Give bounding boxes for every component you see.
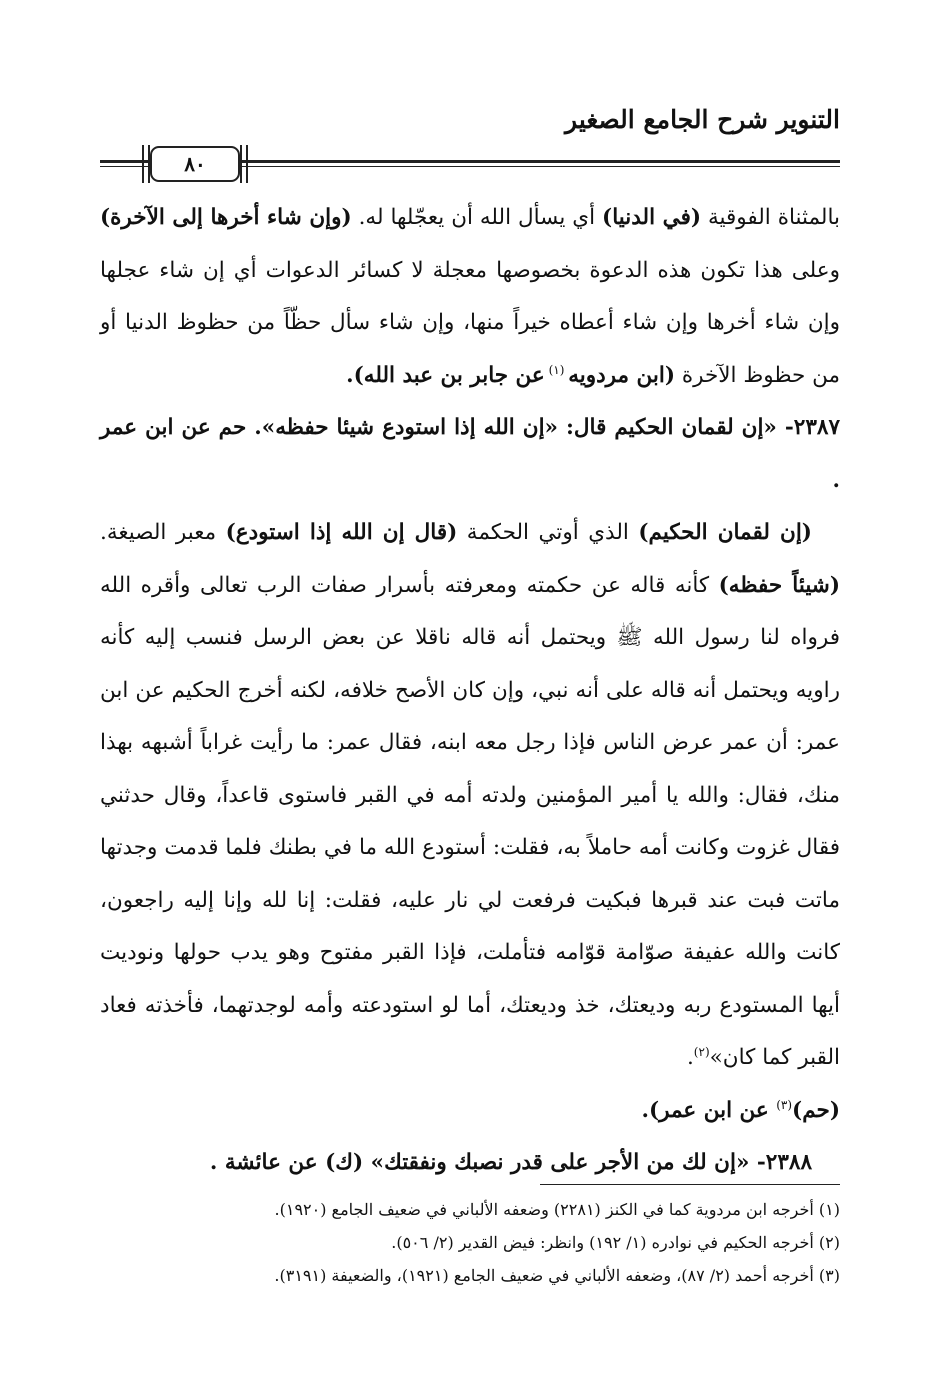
text-span: كأنه قاله عن حكمته ومعرفته بأسرار صفات الرب تعالى وأقره الله فرواه لنا رسول الله ﷺ ويحتمل أنه قاله ناقلا عن بعض الرسل فنسب إليه كأنه راويه ويحتمل أنه قاله على أنه نبي، وإن كان الأصح خلافه، لكنه أخرج الحكيم عن ابن عمر: أن عمر عرض الناس فإذا رجل معه ابنه، فقال عمر: ما رأيت غراباً أشبهه بهذا منك، فقال: والله يا أمير المؤمنين ولدته أمه في القبر فاستوى قاعداً، وقال حدثني فقال غزوت وكانت أمه حاملاً به، فقلت: أستودع الله ما في بطنك فلما قدمت وجدتها ماتت فبت عند قبرها فبكيت فرفعت لي نار عليه، فقلت: إنا لله وإنا إليه راجعون، كانت والله عفيفة صوّامة قوّامه فتأملت، فإذا القبر مفتوح وهو يدب حولها ونوديت أيها المستودع ربه وديعتك، خذ وديعتك، أما لو استودعته وأمه لوجدتهما، فأخذته فعاد القبر كما كان» [100, 572, 840, 1070]
footnote-ref[interactable]: (١) [544, 362, 569, 377]
page-number: ٨٠ [150, 146, 240, 182]
footnote-ref[interactable]: (٣) [776, 1097, 793, 1112]
main-text [100, 192, 840, 1190]
book-title: التنوير شرح الجامع الصغير [565, 105, 840, 134]
hadith-2387 [100, 402, 840, 507]
bold-span: (قال إن الله إذا استودع) [225, 520, 458, 545]
text-span: وعلى هذا تكون هذه الدعوة بخصوصها معجلة لا كسائر الدعوات أي إن شاء عجلها وإن شاء أخرها وإن شاء أعطاه خيراً منها، وإن شاء سأل حظّاً من حظوظ الدنيا أو من حظوظ الآخرة [100, 257, 840, 388]
hadith-text: ٢٣٨٧- «إن لقمان الحكيم قال: «إن الله إذا استودع شيئا حفظه». حم عن ابن عمر . [100, 415, 840, 493]
footnote-3: (٣) أخرجه أحمد (٢/ ٨٧)، وضعفه الألباني في ضعيف الجامع (١٩٢١)، والضعيفة (٣١٩١). [274, 1266, 840, 1285]
bold-span: (شيئاً حفظه) [718, 572, 840, 598]
bold-span: (وإن شاء أخرها إلى الآخرة) [100, 205, 352, 230]
bold-span: (حم) [792, 1097, 840, 1123]
footnote-rule [540, 1184, 840, 1185]
hadith-2388 [100, 1137, 840, 1190]
bold-span: (ابن مردويه [568, 362, 676, 388]
bold-span: عن جابر بن عبد الله). [346, 362, 545, 388]
footnotes [100, 1184, 840, 1292]
hadith-text: ٢٣٨٨- «إن لك من الأجر على قدر نصبك ونفقتك» (ك) عن عائشة . [209, 1150, 812, 1175]
bold-span: (في الدنيا) [602, 205, 702, 230]
footnote-2: (٢) أخرجه الحكيم في نوادره (١/ ١٩٢) وانظر: فيض القدير (٢/ ٥٠٦). [391, 1233, 840, 1252]
text-span: معبر الصيغة. [100, 520, 226, 545]
header-rule [100, 144, 840, 184]
text-span: . [686, 1045, 694, 1070]
footnote-1: (١) أخرجه ابن مردوية كما في الكنز (٢٢٨١) وضعفه الألباني في ضعيف الجامع (١٩٢٠). [274, 1200, 840, 1219]
bold-span: (إن لقمان الحكيم) [638, 520, 812, 545]
page [100, 96, 840, 1190]
text-span: بالمثناة الفوقية [701, 205, 841, 230]
bold-span: عن ابن عمر). [641, 1097, 777, 1123]
text-span: أي يسأل الله أن يعجّلها له. [351, 205, 603, 230]
paragraph-2 [100, 507, 840, 1085]
paragraph-1 [100, 192, 840, 402]
footnote-ref[interactable]: (٢) [693, 1044, 710, 1059]
paragraph-3 [100, 1085, 840, 1138]
text-span: الذي أوتي الحكمة [457, 520, 639, 545]
